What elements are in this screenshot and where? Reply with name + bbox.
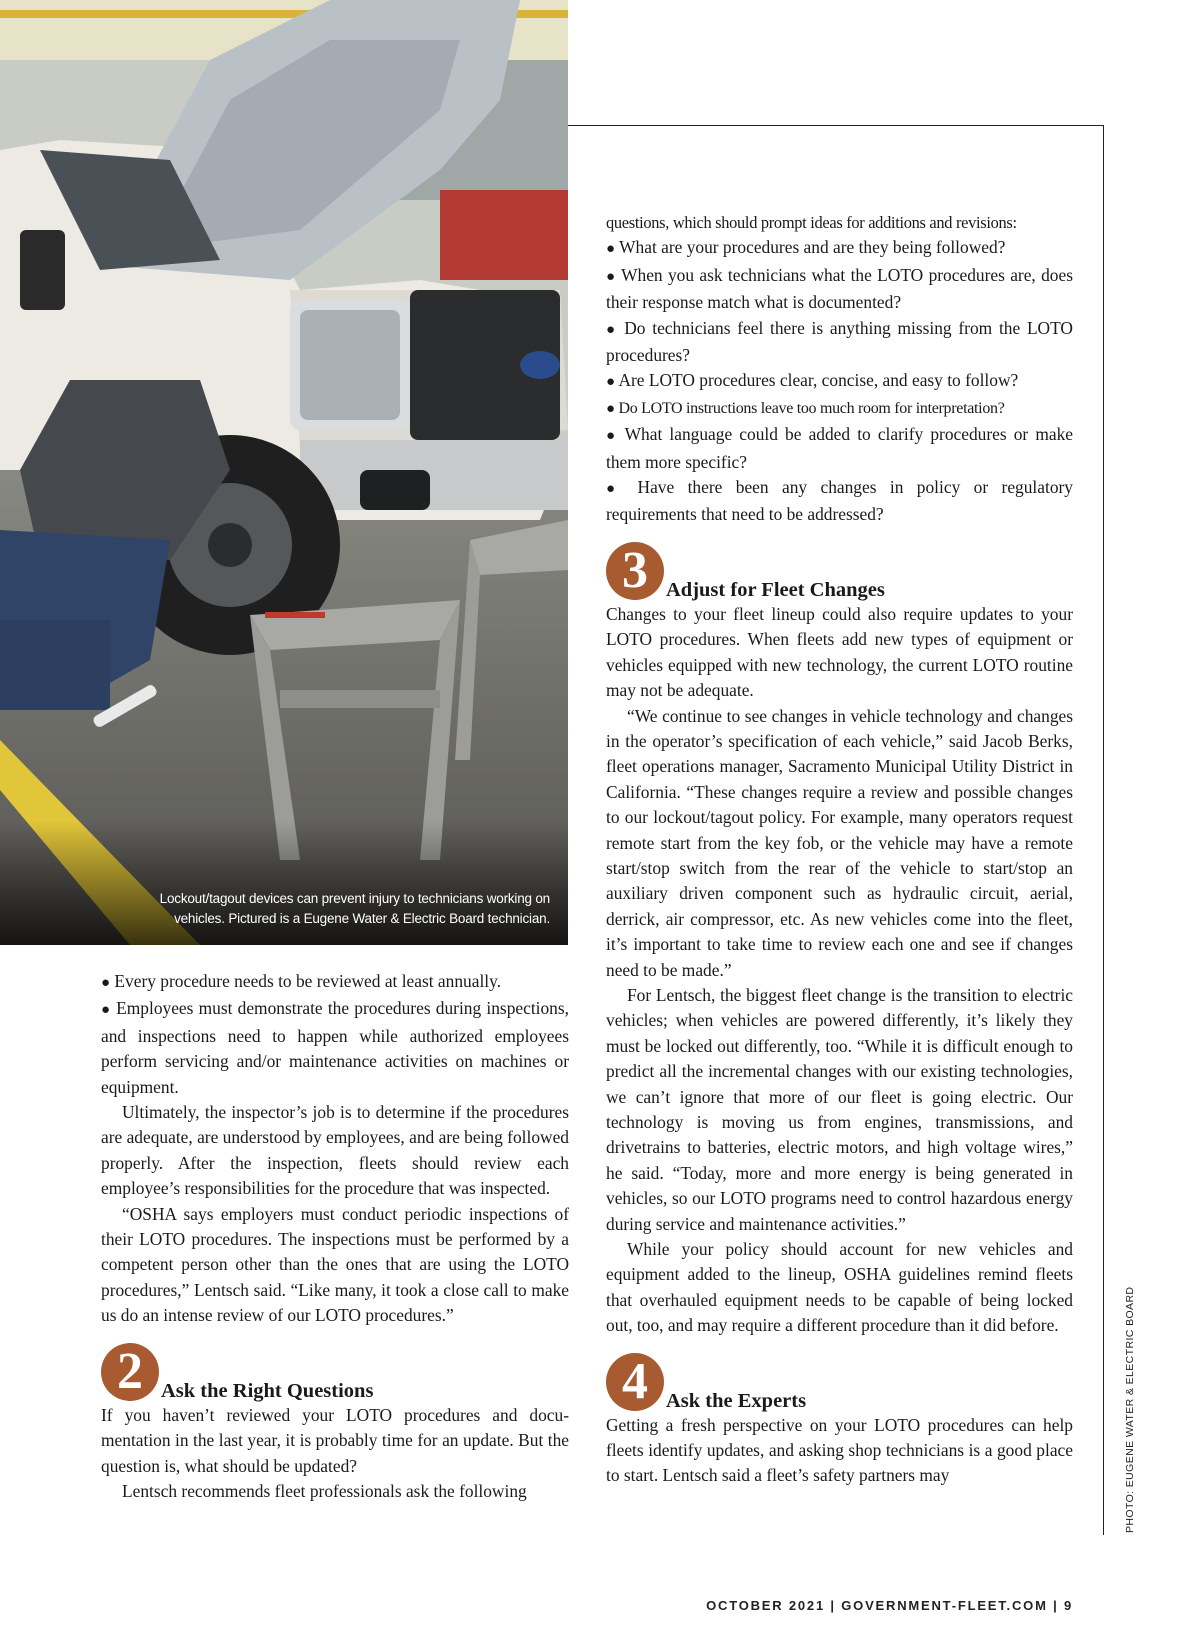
question-item: ● Do technicians feel there is anything missing from the LOTO procedures? xyxy=(606,317,1073,366)
body-paragraph: Getting a fresh perspective on your LOTO procedures can help fleets identify updates, and asking shop technicians is a good place to start. Lentsch said a fleet’s safety partners may xyxy=(606,1414,1073,1486)
frame-right-rule xyxy=(1103,125,1104,1535)
question-item: ● What are your procedures and are they being followed? xyxy=(606,237,1006,258)
bullet-dot: ● xyxy=(606,321,618,338)
frame-top-rule xyxy=(568,125,1104,126)
bullet-dot: ● xyxy=(101,1002,111,1019)
truck-photo-illustration xyxy=(0,0,568,945)
section-title: Ask the Experts xyxy=(666,1389,807,1412)
body-paragraph: Lentsch recommends fleet professionals ask the following xyxy=(122,1480,527,1501)
body-paragraph: “We continue to see changes in vehicle technology and changes in the operator’s specification of each vehicle,” said Jacob Berks, fleet operations manager, Sacramento Municipal Utility District in California. “These changes require a review and possible changes to our lockout/tagout policy. For example, many operators request remote start from the key fob, or the vehicle may have a remote start/stop switch from the rear of the vehicle to start/stop an auxiliary driven component such as hydraulic circuit, aerial, derrick, air compressor, etc. As new vehicles come into the fleet, it’s important to take time to review each one and see if changes need to be made.” xyxy=(606,705,1073,980)
bullet-dot: ● xyxy=(606,428,618,445)
bullet-item: ● Employees must demonstrate the procedures during inspections, and inspections need to happen while authorized employees perform servicing and/or maintenance activities on machines or equipment. xyxy=(101,998,569,1097)
photo-caption-line1: Lockout/tagout devices can prevent injury to technicians working on xyxy=(159,891,550,906)
bullet-dot: ● xyxy=(606,241,616,258)
left-column xyxy=(101,969,569,1504)
page-footer: OCTOBER 2021 | GOVERNMENT-FLEET.COM | 9 xyxy=(706,1598,1073,1613)
question-item: ● What language could be added to clarify procedures or make them more specific? xyxy=(606,424,1073,472)
bullet-dot: ● xyxy=(606,374,616,391)
photo-credit: PHOTO: EUGENE WATER & ELECTRIC BOARD xyxy=(1124,1286,1136,1533)
bullet-dot: ● xyxy=(606,400,615,417)
body-paragraph: While your policy should account for new vehicles and equipment added to the lineup, OSHA guidelines remind fleets that overhauled equipment needs to be capable of being locked out, too, and may require a different procedure than it did before. xyxy=(606,1239,1073,1336)
section-number-badge: 2 xyxy=(101,1343,159,1401)
body-paragraph: Changes to your fleet lineup could also require updates to your LOTO procedures. When fleets add new types of equipment or vehicles equipped with new technology, the current LOTO routine may not be adequate. xyxy=(606,603,1073,701)
bullet-dot: ● xyxy=(606,481,625,498)
section-4-heading xyxy=(606,1353,1073,1413)
question-item: ● When you ask technicians what the LOTO procedures are, does their response match what is documented? xyxy=(606,264,1073,313)
body-paragraph: “OSHA says employers must conduct periodic inspections of their LOTO procedures. The inspections must be performed by a competent person other than the ones that are using the LOTO procedures,” Lentsch said. “Like many, it took a close call to make us do an intense review of our LOTO procedures.” xyxy=(101,1203,569,1326)
photo-caption-line2: vehicles. Pictured is a Eugene Water & Electric Board technician. xyxy=(174,911,550,926)
body-paragraph: For Lentsch, the biggest fleet change is the transition to electric vehicles; when vehicles are powered differently, it’s likely they must be locked out differently, too. “While it is difficult enough to predict all the incremental changes with our existing technologies, we can’t ignore that more of our fleet is going electric. Our technology is moving us from engines, transmissions, and drivetrains to batteries, electric motors, and high voltage wires,” he said. “Today, more and more energy is being generated in vehicles, so our LOTO programs need to control hazardous energy during service and maintenance activities.” xyxy=(606,984,1073,1234)
question-item: ● Are LOTO procedures clear, concise, and easy to follow? xyxy=(606,370,1019,391)
bullet-dot: ● xyxy=(101,975,111,991)
body-paragraph: questions, which should prompt ideas for additions and revisions: xyxy=(606,213,1017,232)
section-3-heading xyxy=(606,542,1073,602)
section-title: Adjust for Fleet Changes xyxy=(666,578,885,601)
bullet-dot: ● xyxy=(606,268,617,285)
body-paragraph: If you haven’t reviewed your LOTO procedures and documentation in the last year, it is probably time for an update. But the question is, what should be updated? xyxy=(101,1404,569,1476)
section-2-heading xyxy=(101,1343,569,1403)
section-number-badge: 4 xyxy=(606,1353,664,1411)
question-item: ● Do LOTO instructions leave too much room for interpretation? xyxy=(606,399,1005,417)
section-title: Ask the Right Questions xyxy=(161,1379,374,1402)
photo-caption xyxy=(0,889,550,929)
body-paragraph: Ultimately, the inspector’s job is to determine if the procedures are adequate, are understood by employees, and are being followed properly. After the inspection, fleets should review each employee’s responsibilities for the procedure that was inspected. xyxy=(101,1102,569,1199)
article-photo xyxy=(0,0,568,945)
question-item: ● Have there been any changes in policy or regulatory requirements that need to be addressed? xyxy=(606,477,1074,525)
bullet-item: ● Every procedure needs to be reviewed at least annually. xyxy=(101,971,502,991)
right-column xyxy=(606,210,1073,1489)
section-number-badge: 3 xyxy=(606,542,664,600)
